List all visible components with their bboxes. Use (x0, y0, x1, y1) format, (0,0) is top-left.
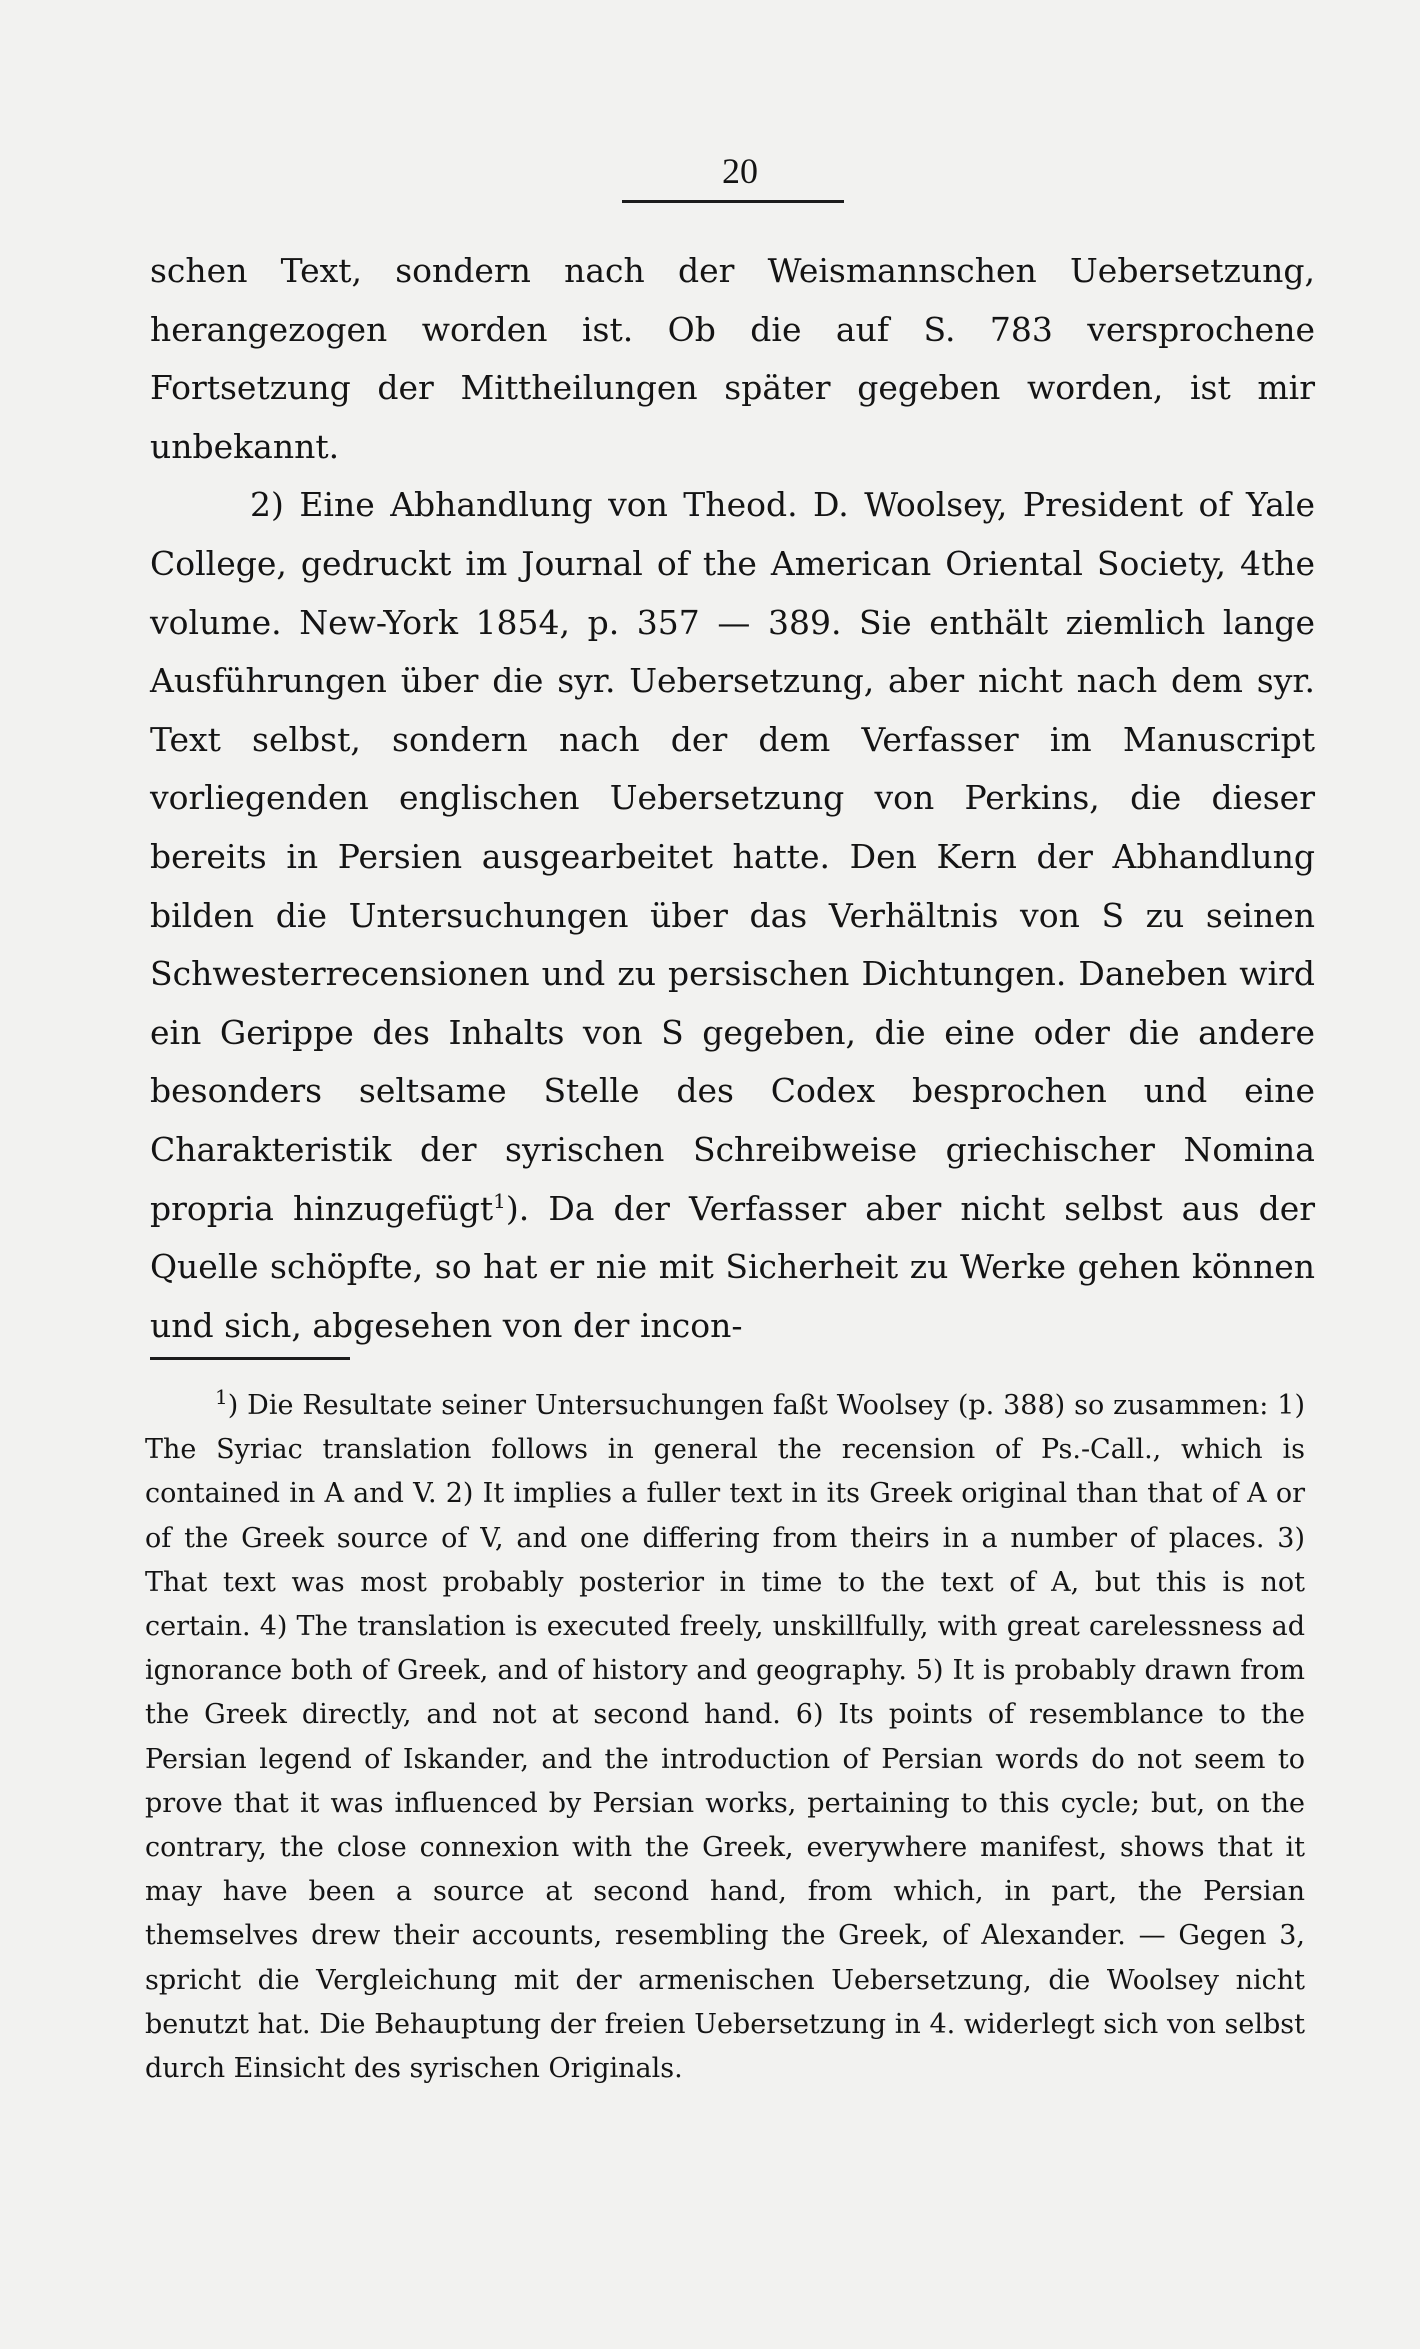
paragraph-1: schen Text, sondern nach der Weismannschen Uebersetzung, herangezogen worden ist. Ob die auf S. 783 versprochene Fortsetzung der Mittheilungen später gegeben worden, ist mir unbekannt. (150, 251, 1315, 466)
footnote-marker: 1 (215, 1385, 228, 1409)
header-rule (622, 200, 844, 203)
footnote-rule (150, 1357, 350, 1360)
footnote (145, 1384, 1305, 2091)
footnote-reference: 1 (493, 1188, 506, 1213)
paragraph-2-main: 2) Eine Abhandlung von Theod. D. Woolsey, President of Yale College, gedruckt im Journal of the American Oriental Society, 4the volume. New-York 1854, p. 357 — 389. Sie enthält ziemlich lange Ausführungen über die syr. Uebersetzung, aber nicht nach dem syr. Text selbst, sondern nach der dem Verfasser im Manuscript vorliegenden englischen Uebersetzung von Perkins, die dieser bereits in Persien ausgearbeitet hatte. Den Kern der Abhandlung bilden die Untersuchungen über das Verhältnis von S zu seinen Schwesterrecensionen und zu persischen Dichtungen. Daneben wird ein Gerippe des Inhalts von S gegeben, die eine oder die andere besonders seltsame Stelle des Codex besprochen und eine Charakteristik der syrischen Schreibweise griechischer Nomina propria hinzugefügt (150, 485, 1315, 1228)
paragraph-2 (150, 476, 1315, 1355)
footnote-paragraph (145, 1384, 1305, 2091)
footnote-text: ) Die Resultate seiner Untersuchungen faßt Woolsey (p. 388) so zusammen: 1) The Syriac translation follows in general the recension of Ps.-Call., which is contained in A and V. 2) It implies a fuller text in its Greek original than that of A or of the Greek source of V, and one differing from theirs in a number of places. 3) That text was most probably posterior in time to the text of A, but this is not certain. 4) The translation is executed freely, unskillfully, with great carelessness ad ignorance both of Greek, and of history and geography. 5) It is probably drawn from the Greek directly, and not at second hand. 6) Its points of resemblance to the Persian legend of Iskander, and the introduction of Persian words do not seem to prove that it was influenced by Persian works, pertaining to this cycle; but, on the contrary, the close connexion with the Greek, everywhere manifest, shows that it may have been a source at second hand, from which, in part, the Persian themselves drew their accounts, resembling the Greek, of Alexander. — Gegen 3, spricht die Vergleichung mit der armenischen Uebersetzung, die Woolsey nicht benutzt hat. Die Behauptung der freien Uebersetzung in 4. widerlegt sich von selbst durch Einsicht des syrischen Originals. (145, 1390, 1305, 2085)
page-number: 20 (722, 151, 758, 191)
paragraph-2-tail: ). Da der Verfasser aber nicht selbst aus der Quelle schöpfte, so hat er nie mit Sicherheit zu Werke gehen können und sich, abgesehen von der incon- (150, 1188, 1315, 1345)
main-text (150, 242, 1315, 1355)
